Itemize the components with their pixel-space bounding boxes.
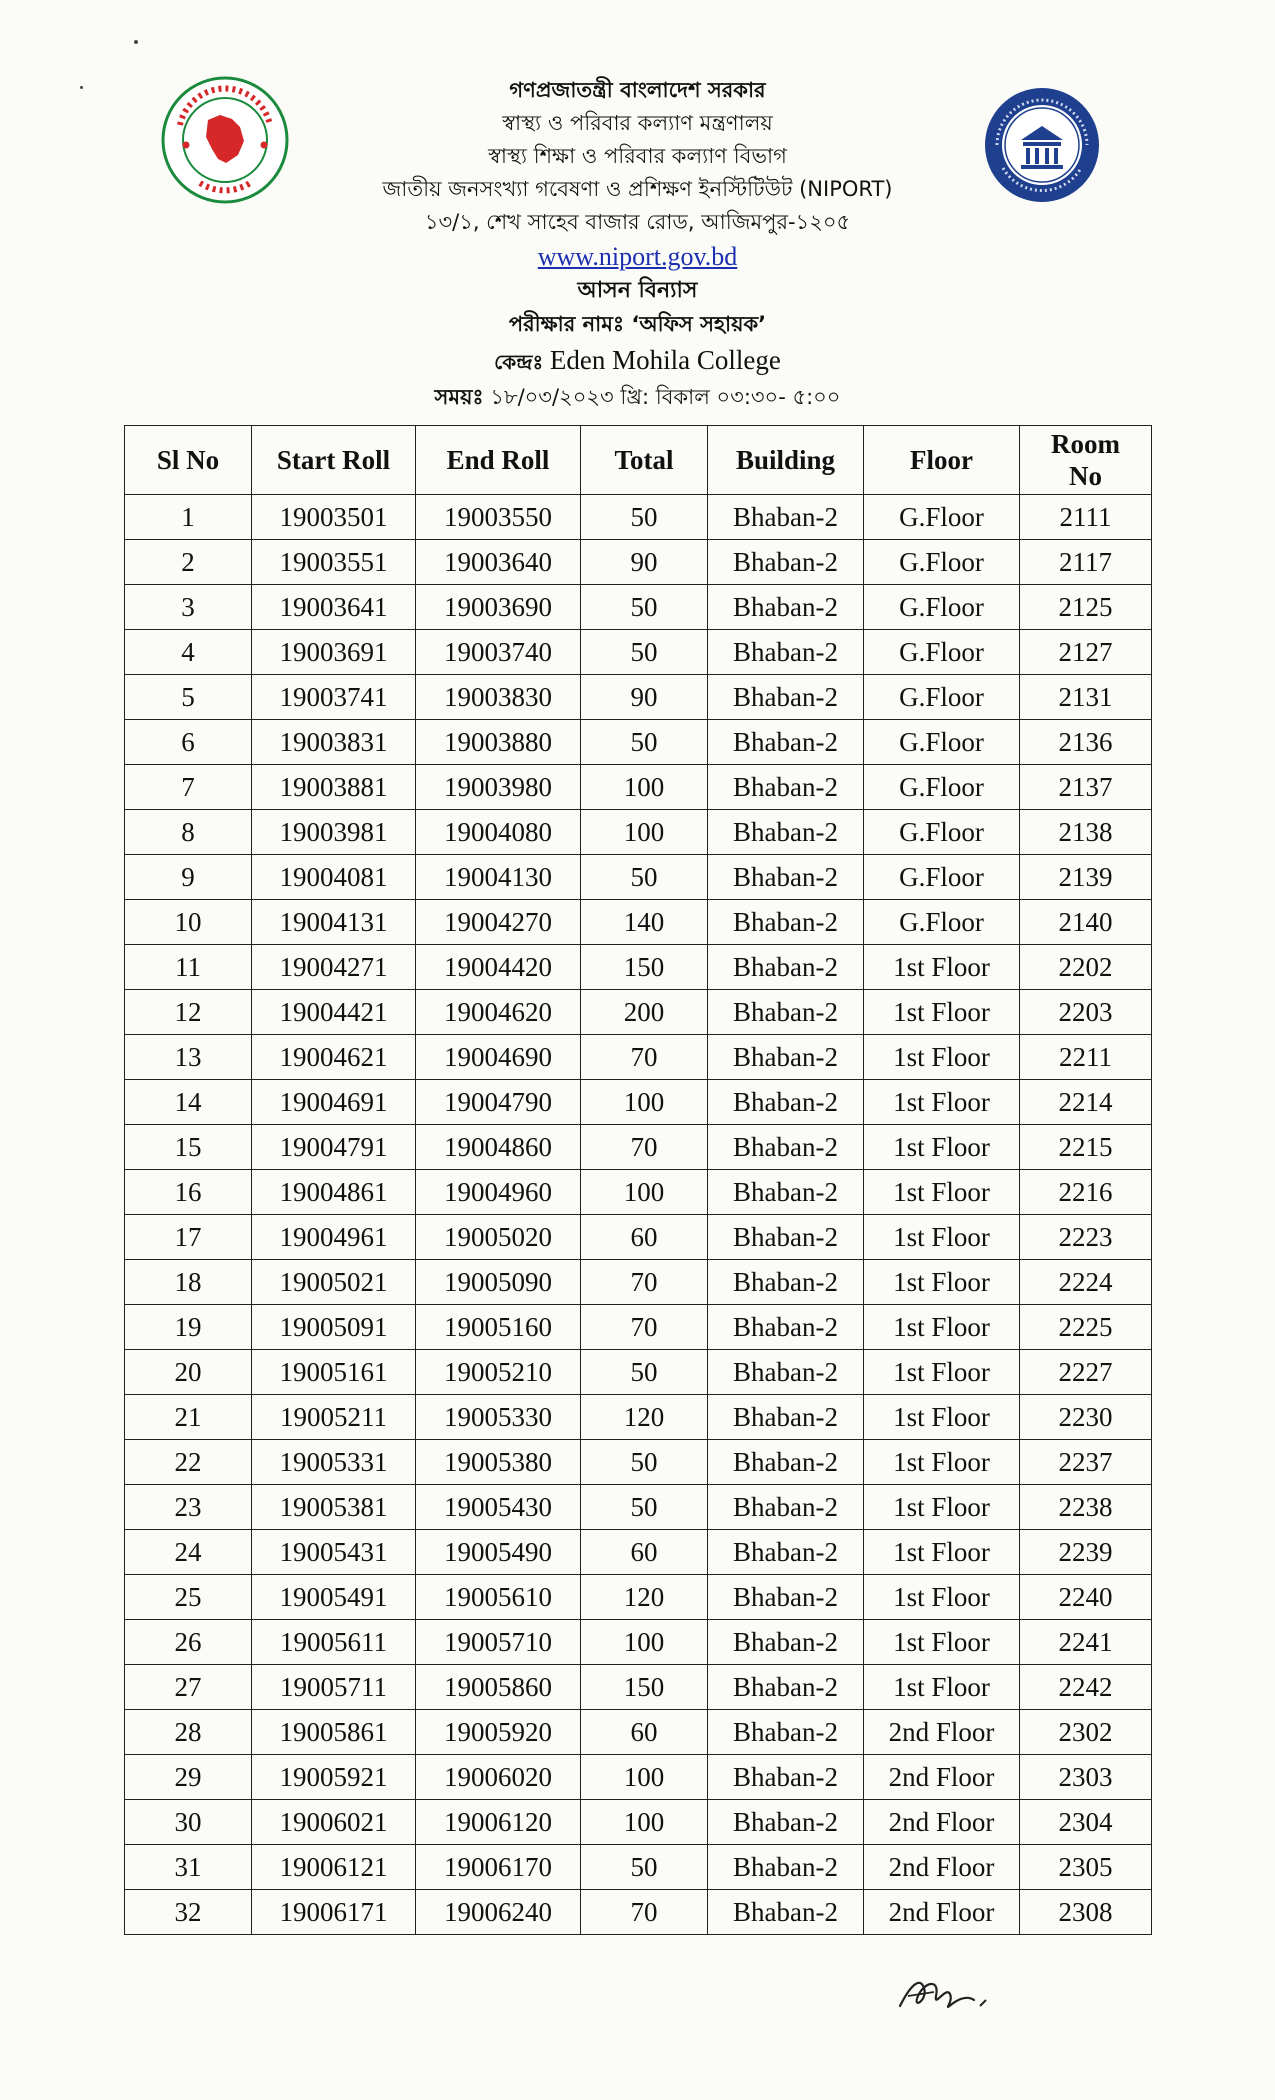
cell-room-no: 2214: [1020, 1080, 1152, 1125]
cell-floor: 1st Floor: [864, 1575, 1020, 1620]
cell-building: Bhaban-2: [708, 1260, 864, 1305]
cell-sl-no: 12: [125, 990, 252, 1035]
cell-room-no: 2139: [1020, 855, 1152, 900]
cell-room-no: 2304: [1020, 1800, 1152, 1845]
cell-building: Bhaban-2: [708, 765, 864, 810]
table-row: [125, 1350, 1152, 1395]
cell-start-roll: 19004621: [252, 1035, 416, 1080]
handwritten-signature-icon: [890, 1966, 1000, 2026]
cell-room-no: 2239: [1020, 1530, 1152, 1575]
cell-building: Bhaban-2: [708, 1215, 864, 1260]
cell-room-no: 2242: [1020, 1665, 1152, 1710]
cell-end-roll: 19005920: [416, 1710, 581, 1755]
cell-total: 60: [581, 1710, 708, 1755]
cell-floor: G.Floor: [864, 495, 1020, 540]
institute-name: জাতীয় জনসংখ্যা গবেষণা ও প্রশিক্ষণ ইনস্টিটিউট (NIPORT): [382, 177, 893, 201]
cell-floor: G.Floor: [864, 810, 1020, 855]
cell-floor: 1st Floor: [864, 1485, 1020, 1530]
document-title: আসন বিন্যাস: [577, 278, 698, 303]
cell-room-no: 2111: [1020, 495, 1152, 540]
cell-floor: G.Floor: [864, 720, 1020, 765]
cell-room-no: 2137: [1020, 765, 1152, 810]
table-row: [125, 1530, 1152, 1575]
cell-total: 150: [581, 945, 708, 990]
cell-total: 90: [581, 540, 708, 585]
table-row: [125, 990, 1152, 1035]
cell-end-roll: 19003830: [416, 675, 581, 720]
cell-floor: 1st Floor: [864, 1350, 1020, 1395]
cell-start-roll: 19005091: [252, 1305, 416, 1350]
cell-start-roll: 19004271: [252, 945, 416, 990]
cell-building: Bhaban-2: [708, 1035, 864, 1080]
cell-sl-no: 15: [125, 1125, 252, 1170]
cell-total: 70: [581, 1305, 708, 1350]
cell-end-roll: 19005380: [416, 1440, 581, 1485]
table-row: [125, 1845, 1152, 1890]
cell-sl-no: 6: [125, 720, 252, 765]
cell-total: 100: [581, 1080, 708, 1125]
cell-sl-no: 20: [125, 1350, 252, 1395]
cell-floor: 2nd Floor: [864, 1710, 1020, 1755]
ministry-name: স্বাস্থ্য ও পরিবার কল্যাণ মন্ত্রণালয়: [502, 111, 773, 135]
cell-building: Bhaban-2: [708, 675, 864, 720]
cell-building: Bhaban-2: [708, 630, 864, 675]
cell-total: 50: [581, 585, 708, 630]
cell-floor: 2nd Floor: [864, 1845, 1020, 1890]
exam-name-line: [0, 307, 1275, 341]
cell-total: 70: [581, 1125, 708, 1170]
cell-building: Bhaban-2: [708, 720, 864, 765]
cell-end-roll: 19005160: [416, 1305, 581, 1350]
cell-end-roll: 19005090: [416, 1260, 581, 1305]
table-row: [125, 540, 1152, 585]
cell-end-roll: 19006020: [416, 1755, 581, 1800]
cell-sl-no: 8: [125, 810, 252, 855]
cell-start-roll: 19005861: [252, 1710, 416, 1755]
cell-floor: G.Floor: [864, 855, 1020, 900]
cell-floor: 1st Floor: [864, 1080, 1020, 1125]
cell-building: Bhaban-2: [708, 540, 864, 585]
cell-building: Bhaban-2: [708, 1755, 864, 1800]
cell-total: 70: [581, 1260, 708, 1305]
cell-end-roll: 19005020: [416, 1215, 581, 1260]
cell-room-no: 2117: [1020, 540, 1152, 585]
cell-total: 100: [581, 1755, 708, 1800]
cell-room-no: 2227: [1020, 1350, 1152, 1395]
header-floor: Floor: [864, 426, 1020, 495]
cell-building: Bhaban-2: [708, 1890, 864, 1935]
cell-sl-no: 17: [125, 1215, 252, 1260]
cell-building: Bhaban-2: [708, 900, 864, 945]
cell-floor: G.Floor: [864, 900, 1020, 945]
table-row: [125, 1800, 1152, 1845]
header-building: Building: [708, 426, 864, 495]
table-row: [125, 585, 1152, 630]
cell-end-roll: 19006170: [416, 1845, 581, 1890]
centre-line: [0, 341, 1275, 381]
cell-total: 120: [581, 1395, 708, 1440]
cell-start-roll: 19005021: [252, 1260, 416, 1305]
table-row: [125, 1620, 1152, 1665]
cell-start-roll: 19004691: [252, 1080, 416, 1125]
cell-floor: 1st Floor: [864, 1620, 1020, 1665]
cell-end-roll: 19005710: [416, 1620, 581, 1665]
cell-building: Bhaban-2: [708, 1620, 864, 1665]
cell-end-roll: 19003740: [416, 630, 581, 675]
cell-sl-no: 27: [125, 1665, 252, 1710]
cell-total: 200: [581, 990, 708, 1035]
scan-speck: [134, 40, 138, 44]
header-room-no: Room No: [1020, 426, 1152, 495]
table-row: [125, 855, 1152, 900]
cell-start-roll: 19004421: [252, 990, 416, 1035]
cell-sl-no: 10: [125, 900, 252, 945]
cell-room-no: 2216: [1020, 1170, 1152, 1215]
cell-sl-no: 21: [125, 1395, 252, 1440]
table-row: [125, 765, 1152, 810]
cell-sl-no: 24: [125, 1530, 252, 1575]
cell-total: 100: [581, 1800, 708, 1845]
cell-end-roll: 19003690: [416, 585, 581, 630]
cell-room-no: 2237: [1020, 1440, 1152, 1485]
cell-floor: G.Floor: [864, 630, 1020, 675]
cell-start-roll: 19004131: [252, 900, 416, 945]
document-header: [0, 74, 1275, 413]
cell-sl-no: 4: [125, 630, 252, 675]
cell-room-no: 2202: [1020, 945, 1152, 990]
cell-total: 50: [581, 855, 708, 900]
header-end-roll: End Roll: [416, 426, 581, 495]
cell-start-roll: 19003501: [252, 495, 416, 540]
cell-sl-no: 31: [125, 1845, 252, 1890]
cell-building: Bhaban-2: [708, 1530, 864, 1575]
cell-sl-no: 23: [125, 1485, 252, 1530]
cell-floor: 1st Floor: [864, 1530, 1020, 1575]
cell-end-roll: 19004130: [416, 855, 581, 900]
cell-room-no: 2308: [1020, 1890, 1152, 1935]
table-row: [125, 1485, 1152, 1530]
cell-building: Bhaban-2: [708, 585, 864, 630]
table-row: [125, 1890, 1152, 1935]
cell-start-roll: 19006171: [252, 1890, 416, 1935]
cell-room-no: 2127: [1020, 630, 1152, 675]
table-row: [125, 1395, 1152, 1440]
cell-building: Bhaban-2: [708, 855, 864, 900]
cell-total: 100: [581, 1620, 708, 1665]
govt-name: গণপ্রজাতন্ত্রী বাংলাদেশ সরকার: [509, 78, 766, 102]
cell-room-no: 2203: [1020, 990, 1152, 1035]
cell-end-roll: 19003880: [416, 720, 581, 765]
cell-building: Bhaban-2: [708, 945, 864, 990]
cell-building: Bhaban-2: [708, 1845, 864, 1890]
cell-building: Bhaban-2: [708, 810, 864, 855]
cell-room-no: 2223: [1020, 1215, 1152, 1260]
centre-name: Eden Mohila College: [549, 345, 781, 375]
cell-end-roll: 19003640: [416, 540, 581, 585]
cell-floor: 1st Floor: [864, 1125, 1020, 1170]
cell-building: Bhaban-2: [708, 1080, 864, 1125]
cell-room-no: 2125: [1020, 585, 1152, 630]
table-row: [125, 1260, 1152, 1305]
cell-total: 70: [581, 1890, 708, 1935]
cell-room-no: 2225: [1020, 1305, 1152, 1350]
cell-room-no: 2211: [1020, 1035, 1152, 1080]
time-value: ১৮/০৩/২০২৩ খ্রি: বিকাল ০৩:৩০- ৫:০০: [490, 385, 841, 409]
cell-end-roll: 19003980: [416, 765, 581, 810]
cell-sl-no: 14: [125, 1080, 252, 1125]
cell-sl-no: 18: [125, 1260, 252, 1305]
cell-end-roll: 19004860: [416, 1125, 581, 1170]
cell-sl-no: 32: [125, 1890, 252, 1935]
cell-sl-no: 2: [125, 540, 252, 585]
cell-room-no: 2302: [1020, 1710, 1152, 1755]
cell-building: Bhaban-2: [708, 1395, 864, 1440]
cell-start-roll: 19004081: [252, 855, 416, 900]
cell-end-roll: 19004620: [416, 990, 581, 1035]
cell-floor: 1st Floor: [864, 1440, 1020, 1485]
cell-total: 150: [581, 1665, 708, 1710]
cell-building: Bhaban-2: [708, 1485, 864, 1530]
cell-start-roll: 19004791: [252, 1125, 416, 1170]
cell-room-no: 2305: [1020, 1845, 1152, 1890]
cell-floor: 1st Floor: [864, 1215, 1020, 1260]
table-row: [125, 1125, 1152, 1170]
cell-sl-no: 5: [125, 675, 252, 720]
cell-building: Bhaban-2: [708, 1125, 864, 1170]
cell-floor: 1st Floor: [864, 1035, 1020, 1080]
cell-end-roll: 19005860: [416, 1665, 581, 1710]
cell-sl-no: 7: [125, 765, 252, 810]
cell-total: 60: [581, 1530, 708, 1575]
cell-end-roll: 19004790: [416, 1080, 581, 1125]
cell-sl-no: 19: [125, 1305, 252, 1350]
cell-start-roll: 19003741: [252, 675, 416, 720]
cell-building: Bhaban-2: [708, 1710, 864, 1755]
cell-total: 100: [581, 765, 708, 810]
cell-building: Bhaban-2: [708, 1440, 864, 1485]
table-row: [125, 1710, 1152, 1755]
cell-end-roll: 19004270: [416, 900, 581, 945]
cell-total: 50: [581, 1350, 708, 1395]
cell-start-roll: 19004961: [252, 1215, 416, 1260]
cell-sl-no: 28: [125, 1710, 252, 1755]
cell-room-no: 2241: [1020, 1620, 1152, 1665]
table-row: [125, 1035, 1152, 1080]
table-row: [125, 810, 1152, 855]
cell-start-roll: 19006021: [252, 1800, 416, 1845]
cell-end-roll: 19005330: [416, 1395, 581, 1440]
seat-plan-table: [124, 425, 1152, 1935]
cell-floor: 2nd Floor: [864, 1890, 1020, 1935]
institute-address: ১৩/১, শেখ সাহেব বাজার রোড, আজিমপুর-১২০৫: [424, 210, 851, 234]
header-total: Total: [581, 426, 708, 495]
cell-end-roll: 19004080: [416, 810, 581, 855]
cell-floor: 2nd Floor: [864, 1800, 1020, 1845]
cell-sl-no: 30: [125, 1800, 252, 1845]
centre-label: কেন্দ্রঃ: [494, 350, 544, 374]
exam-label: পরীক্ষার নামঃ: [508, 312, 625, 336]
cell-total: 50: [581, 720, 708, 765]
time-line: [0, 381, 1275, 413]
cell-room-no: 2131: [1020, 675, 1152, 720]
cell-total: 120: [581, 1575, 708, 1620]
cell-floor: G.Floor: [864, 585, 1020, 630]
table-row: [125, 1170, 1152, 1215]
cell-sl-no: 25: [125, 1575, 252, 1620]
cell-start-roll: 19005381: [252, 1485, 416, 1530]
cell-building: Bhaban-2: [708, 1170, 864, 1215]
cell-floor: 1st Floor: [864, 1665, 1020, 1710]
table-row: [125, 945, 1152, 990]
cell-building: Bhaban-2: [708, 1665, 864, 1710]
cell-start-roll: 19003691: [252, 630, 416, 675]
cell-start-roll: 19005611: [252, 1620, 416, 1665]
cell-sl-no: 16: [125, 1170, 252, 1215]
cell-end-roll: 19004420: [416, 945, 581, 990]
cell-total: 50: [581, 495, 708, 540]
cell-start-roll: 19005711: [252, 1665, 416, 1710]
cell-end-roll: 19004690: [416, 1035, 581, 1080]
cell-start-roll: 19005431: [252, 1530, 416, 1575]
cell-floor: 1st Floor: [864, 945, 1020, 990]
cell-start-roll: 19003981: [252, 810, 416, 855]
cell-start-roll: 19006121: [252, 1845, 416, 1890]
cell-total: 100: [581, 1170, 708, 1215]
cell-building: Bhaban-2: [708, 990, 864, 1035]
cell-start-roll: 19005491: [252, 1575, 416, 1620]
time-label: সময়ঃ: [434, 385, 484, 409]
cell-start-roll: 19003831: [252, 720, 416, 765]
cell-building: Bhaban-2: [708, 495, 864, 540]
cell-total: 50: [581, 1440, 708, 1485]
cell-floor: G.Floor: [864, 540, 1020, 585]
cell-room-no: 2224: [1020, 1260, 1152, 1305]
cell-end-roll: 19006120: [416, 1800, 581, 1845]
cell-sl-no: 11: [125, 945, 252, 990]
exam-name: ‘অফিস সহায়ক’: [631, 312, 767, 336]
cell-end-roll: 19005490: [416, 1530, 581, 1575]
table-row: [125, 675, 1152, 720]
cell-total: 50: [581, 1845, 708, 1890]
table-row: [125, 495, 1152, 540]
cell-room-no: 2140: [1020, 900, 1152, 945]
division-name: স্বাস্থ্য শিক্ষা ও পরিবার কল্যাণ বিভাগ: [488, 144, 787, 168]
cell-start-roll: 19004861: [252, 1170, 416, 1215]
cell-sl-no: 29: [125, 1755, 252, 1800]
cell-room-no: 2230: [1020, 1395, 1152, 1440]
header-start-roll: Start Roll: [252, 426, 416, 495]
cell-floor: G.Floor: [864, 675, 1020, 720]
cell-end-roll: 19005430: [416, 1485, 581, 1530]
cell-end-roll: 19003550: [416, 495, 581, 540]
cell-sl-no: 13: [125, 1035, 252, 1080]
cell-room-no: 2238: [1020, 1485, 1152, 1530]
cell-start-roll: 19005161: [252, 1350, 416, 1395]
table-row: [125, 1215, 1152, 1260]
table-row: [125, 1305, 1152, 1350]
cell-end-roll: 19005610: [416, 1575, 581, 1620]
table-row: [125, 1575, 1152, 1620]
cell-end-roll: 19006240: [416, 1890, 581, 1935]
table-row: [125, 720, 1152, 765]
cell-room-no: 2215: [1020, 1125, 1152, 1170]
table-row: [125, 1755, 1152, 1800]
cell-sl-no: 9: [125, 855, 252, 900]
cell-building: Bhaban-2: [708, 1305, 864, 1350]
cell-start-roll: 19003641: [252, 585, 416, 630]
cell-floor: 1st Floor: [864, 1305, 1020, 1350]
cell-sl-no: 1: [125, 495, 252, 540]
cell-total: 50: [581, 1485, 708, 1530]
cell-total: 70: [581, 1035, 708, 1080]
cell-room-no: 2138: [1020, 810, 1152, 855]
cell-total: 60: [581, 1215, 708, 1260]
cell-room-no: 2240: [1020, 1575, 1152, 1620]
table-row: [125, 1440, 1152, 1485]
cell-start-roll: 19005921: [252, 1755, 416, 1800]
cell-total: 50: [581, 630, 708, 675]
cell-building: Bhaban-2: [708, 1575, 864, 1620]
cell-building: Bhaban-2: [708, 1350, 864, 1395]
cell-floor: 1st Floor: [864, 1170, 1020, 1215]
cell-building: Bhaban-2: [708, 1800, 864, 1845]
cell-start-roll: 19005331: [252, 1440, 416, 1485]
website-link[interactable]: www.niport.gov.bd: [537, 242, 738, 271]
cell-start-roll: 19005211: [252, 1395, 416, 1440]
cell-floor: 2nd Floor: [864, 1755, 1020, 1800]
cell-end-roll: 19005210: [416, 1350, 581, 1395]
cell-room-no: 2136: [1020, 720, 1152, 765]
cell-sl-no: 22: [125, 1440, 252, 1485]
cell-total: 90: [581, 675, 708, 720]
table-row: [125, 900, 1152, 945]
header-sl-no: Sl No: [125, 426, 252, 495]
cell-floor: G.Floor: [864, 765, 1020, 810]
cell-room-no: 2303: [1020, 1755, 1152, 1800]
cell-floor: 1st Floor: [864, 1260, 1020, 1305]
cell-floor: 1st Floor: [864, 990, 1020, 1035]
cell-total: 140: [581, 900, 708, 945]
table-header-row: [125, 426, 1152, 495]
cell-start-roll: 19003881: [252, 765, 416, 810]
cell-floor: 1st Floor: [864, 1395, 1020, 1440]
table-row: [125, 1665, 1152, 1710]
cell-start-roll: 19003551: [252, 540, 416, 585]
cell-sl-no: 3: [125, 585, 252, 630]
cell-sl-no: 26: [125, 1620, 252, 1665]
cell-total: 100: [581, 810, 708, 855]
table-row: [125, 630, 1152, 675]
cell-end-roll: 19004960: [416, 1170, 581, 1215]
table-row: [125, 1080, 1152, 1125]
